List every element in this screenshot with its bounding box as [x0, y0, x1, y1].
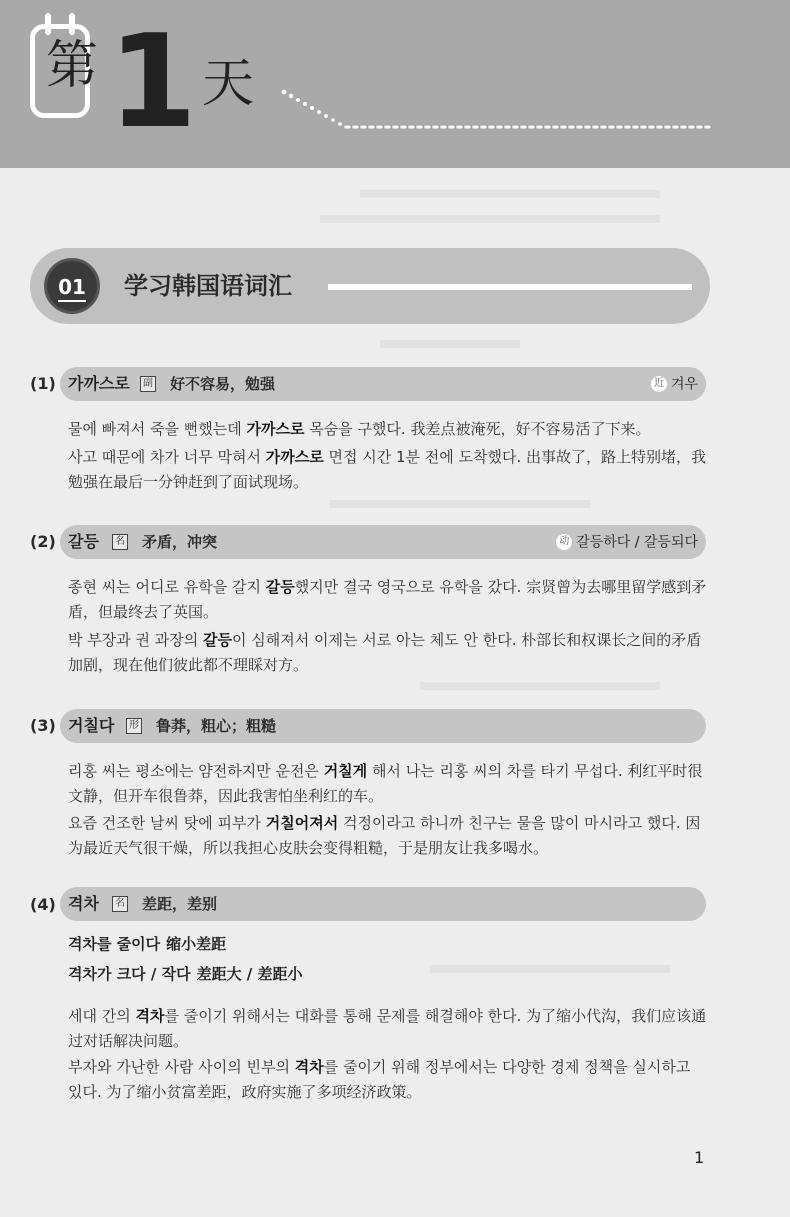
highlighted-word: 격차 — [294, 1058, 324, 1076]
related-text: 갈등하다 / 갈등되다 — [576, 534, 698, 551]
entry-meaning: 好不容易，勉强 — [170, 375, 276, 393]
entry-header — [60, 525, 706, 559]
collocation-korean: 격차가 크다 / 작다 — [68, 965, 191, 983]
example-sentence — [68, 417, 708, 442]
entry-header — [60, 709, 706, 743]
entry-index: (4) — [30, 895, 56, 914]
chapter-header — [0, 0, 790, 168]
entry-word: 격차 — [68, 894, 99, 913]
sentence-text: 면접 시간 1분 전에 도착했다. 出事故了，路上特别堵，我勉强在最后一分钟赶到了面试现场。 — [68, 448, 707, 491]
sentence-text: 세대 간의 — [68, 1007, 136, 1025]
sentence-text: 를 줄이기 위해 정부에서는 다양한 경제 정책을 실시하고 있다. 为了缩小贫富差距，政府实施了多项经济政策。 — [68, 1058, 691, 1101]
highlighted-word: 거칠게 — [323, 762, 368, 780]
section-rule — [328, 284, 692, 290]
calendar-ring-right — [69, 13, 75, 35]
highlighted-word: 가까스로 — [265, 448, 324, 466]
sentence-text: 를 줄이기 위해서는 대화를 통해 문제를 해결해야 한다. 为了缩小代沟，我们应该通过对话解决问题。 — [68, 1007, 707, 1050]
collocation-korean: 격차를 줄이다 — [68, 935, 161, 953]
sentence-text: 요즘 건조한 날씨 탓에 피부가 — [68, 814, 266, 832]
section-number: 01 — [58, 275, 86, 302]
entry-word: 갈등 — [68, 532, 99, 551]
example-sentence — [68, 445, 708, 495]
sentence-text: 사고 때문에 차가 너무 막혀서 — [68, 448, 266, 466]
entry-meaning: 矛盾，冲突 — [142, 533, 218, 551]
entry-header — [60, 887, 706, 921]
entry-index: (3) — [30, 716, 56, 735]
example-sentence — [68, 759, 708, 809]
entry-word: 거칠다 — [68, 716, 115, 735]
example-sentence — [68, 575, 708, 625]
sentence-text: 했지만 결국 영국으로 유학을 갔다. 宗贤曾为去哪里留学感到矛盾，但最终去了英国。 — [68, 578, 707, 621]
sentence-text: 목숨을 구했다. 我差点被淹死，好不容易活了下来。 — [304, 420, 651, 438]
pos-tag: 副 — [140, 376, 156, 392]
pos-tag: 名 — [112, 534, 128, 550]
related-word — [556, 531, 698, 552]
entry-meaning: 鲁莽，粗心；粗糙 — [156, 717, 277, 735]
sentence-text: 종현 씨는 어디로 유학을 갈지 — [68, 578, 266, 596]
highlighted-word: 갈등 — [265, 578, 295, 596]
highlighted-word: 가까스로 — [246, 420, 305, 438]
dotted-decoration — [280, 88, 720, 138]
highlighted-word: 격차 — [135, 1007, 165, 1025]
day-number: 1 — [108, 8, 194, 157]
collocation-chinese: 缩小差距 — [166, 935, 227, 953]
pos-tag: 形 — [126, 718, 142, 734]
sentence-text: 해서 나는 리홍 씨의 차를 타기 무섭다. 利红平时很文静，但开车很鲁莽，因此我害怕坐利红的车。 — [68, 762, 703, 805]
section-number-badge — [44, 258, 100, 314]
entry-header — [60, 367, 706, 401]
day-suffix: 天 — [202, 54, 255, 114]
pos-tag: 名 — [112, 896, 128, 912]
collocation — [68, 962, 303, 986]
sentence-text: 걱정이라고 하니까 친구는 물을 많이 마시라고 했다. 因为最近天气很干燥，所以我担心皮肤会变得粗糙，于是朋友让我多喝水。 — [68, 814, 701, 857]
sentence-text: 리홍 씨는 평소에는 얌전하지만 운전은 — [68, 762, 324, 780]
highlighted-word: 갈등 — [203, 631, 232, 649]
sentence-text: 이 심해져서 이제는 서로 아는 체도 안 한다. 朴部长和权课长之间的矛盾加剧，现在他们彼此都不理睬对方。 — [68, 631, 702, 674]
section-banner — [30, 248, 710, 324]
entry-index: (2) — [30, 532, 56, 551]
example-sentence — [68, 811, 708, 861]
collocation-chinese: 差距大 / 差距小 — [196, 965, 303, 983]
sentence-text: 박 부장과 권 과장의 — [68, 631, 203, 649]
sentence-text: 부자와 가난한 사람 사이의 빈부의 — [68, 1058, 295, 1076]
collocation — [68, 932, 226, 956]
related-tag: 动 — [556, 534, 572, 550]
entry-meaning: 差距，差别 — [142, 895, 218, 913]
sentence-text: 물에 빠져서 죽을 뻔했는데 — [68, 420, 247, 438]
related-tag: 近 — [651, 376, 667, 392]
example-sentence — [68, 628, 708, 678]
entry-word: 가까스로 — [68, 374, 130, 393]
related-word — [651, 373, 698, 394]
example-sentence — [68, 1004, 708, 1054]
highlighted-word: 거칠어져서 — [265, 814, 339, 832]
related-text: 겨우 — [670, 376, 698, 393]
day-prefix: 第 — [46, 36, 99, 96]
entry-index: (1) — [30, 374, 56, 393]
example-sentence — [68, 1055, 708, 1105]
calendar-ring-left — [45, 13, 51, 35]
page-number: 1 — [694, 1148, 705, 1167]
section-title: 学习韩国语词汇 — [124, 272, 292, 300]
